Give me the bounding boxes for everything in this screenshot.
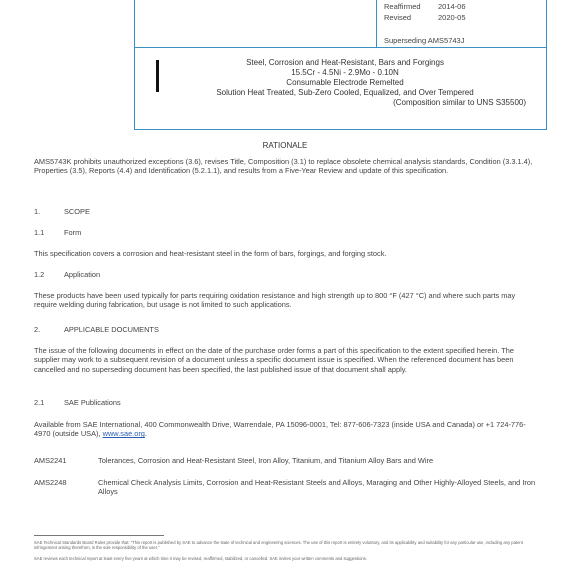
section-title: SAE Publications [64, 398, 121, 407]
section-title: APPLICABLE DOCUMENTS [64, 325, 159, 334]
title-line: Solution Heat Treated, Sub-Zero Cooled, Equalized, and Over Tempered [216, 88, 474, 97]
section-title: Form [64, 228, 82, 237]
section-number: 1.1 [34, 228, 45, 237]
rationale-heading: RATIONALE [262, 141, 308, 150]
reference-code: AMS2241 [34, 456, 67, 465]
title-line: Consumable Electrode Remelted [286, 78, 404, 87]
section-number: 1. [34, 207, 41, 216]
applicable-text: The issue of the following documents in effect on the date of the purchase order forms a part of this specification to the extent specified herein. The supplier may work to a subsequent revision of a document unless a specific document issue is specified. When the referenced document has been cancelled and no superseding document has been specified, the last published issue of that document shall apply. [34, 346, 514, 374]
application-text: These products have been used typically for parts requiring oxidation resistance and high strength up to 800 °F (427 °C) and where such parts may require welding during fabrication, but usage is not limited to such applications. [34, 291, 516, 310]
section-number: 2.1 [34, 398, 45, 407]
footer-rule [34, 535, 164, 536]
sae-text-body: Available from SAE International, 400 Commonwealth Drive, Warrendale, PA 15096-0001, Tel: 877-606-7323 (inside USA and Canada) or +1 724-776-4970 (outside USA), [34, 420, 526, 439]
reference-description: Chemical Check Analysis Limits, Corrosion and Heat-Resistant Steels and Alloys, Maraging and Other Highly-Alloyed Steels, and Iron Alloys [98, 478, 536, 497]
header-divider [134, 47, 547, 48]
title-line: (Composition similar to UNS S35500) [393, 98, 526, 107]
title-line: Steel, Corrosion and Heat-Resistant, Bars and Forgings [246, 58, 444, 67]
section-title: Application [64, 270, 101, 279]
section-number: 1.2 [34, 270, 45, 279]
section-heading-form [34, 228, 81, 237]
meta-label: Reaffirmed [384, 2, 421, 11]
title-line: 15.5Cr - 4.5Ni - 2.9Mo - 0.10N [291, 68, 399, 77]
meta-label: Revised [384, 13, 412, 22]
header-divider-vertical [376, 0, 377, 47]
sae-website-link[interactable]: www.sae.org [102, 429, 145, 439]
section-heading-sae [34, 398, 121, 407]
section-heading-application [34, 270, 100, 279]
sae-text-end: . [144, 429, 147, 439]
section-heading-applicable [34, 325, 159, 334]
superseding-note: Superseding AMS5743J [384, 36, 465, 45]
reference-description: Tolerances, Corrosion and Heat-Resistant Steel, Iron Alloy, Titanium, and Titanium Alloy Bars and Wire [98, 456, 434, 465]
section-title: SCOPE [64, 207, 90, 216]
footer-notice-review: SAE reviews each technical report at least every five years at which time it may be revised, reaffirmed, stabilized, or cancelled. SAE invites your written comments and suggestions. [34, 556, 367, 561]
rationale-text: AMS5743K prohibits unauthorized exceptions (3.6), revises Title, Composition (3.1) to replace obsolete chemical analysis standards, Condition (3.3.1.4), Properties (3.5), Reports (4.4) and Identification (5.2.1.1), and results from a Five-Year Review and update of this specification. [34, 157, 533, 176]
reference-code: AMS2248 [34, 478, 67, 487]
title-marker-bar [156, 60, 159, 92]
section-number: 2. [34, 325, 41, 334]
meta-value: 2020-05 [438, 13, 466, 22]
footer-notice: SAE Technical Standards Board Rules provide that: "This report is published by SAE to advance the state of technical and engineering sciences. The use of this report is entirely voluntary, and its applicability and suitability for any particular use, including any patent infringement arising therefrom, is the sole responsibility of the user." [34, 540, 523, 551]
document-title [160, 58, 530, 108]
sae-text [34, 420, 537, 439]
section-heading-scope [34, 207, 90, 216]
meta-value: 2014-06 [438, 2, 466, 11]
form-text: This specification covers a corrosion and heat-resistant steel in the form of bars, forgings, and forging stock. [34, 249, 387, 258]
